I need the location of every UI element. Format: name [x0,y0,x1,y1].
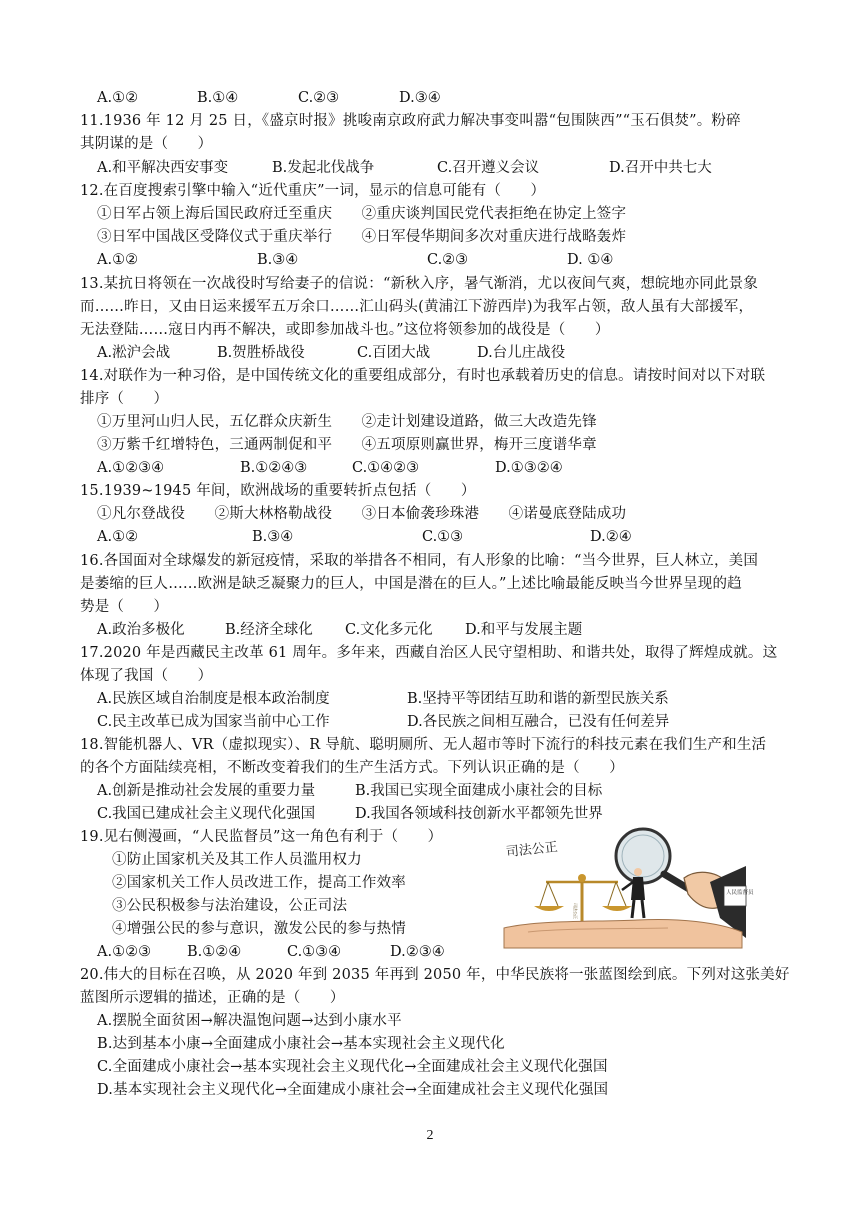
badge [724,886,746,906]
option: C.我国已建成社会主义现代化强国 [97,806,316,822]
option: A.和平解决西安事变 [97,160,229,176]
option: B.③④ [252,529,294,545]
option: D.台儿庄战役 [477,345,566,361]
cartoon-title: 司法公正 [505,839,559,861]
scale-knob [578,874,586,882]
question-16-text: 势是（ ） [80,599,169,615]
option: D.我国各领域科技创新水平都领先世界 [355,806,603,822]
question-18-text: 的各个方面陆续亮相，不断改变着我们的生产生活方式。下列认识正确的是（ ） [80,760,624,776]
question-12-statements: ③日军中国战区受降仪式于重庆举行 ④日军侵华期间多次对重庆进行战略轰炸 [97,229,627,245]
option: B.贺胜桥战役 [217,345,305,361]
cartoon-drawing [498,828,754,948]
question-14-statements: ①万里河山归人民，五亿群众庆新生 ②走计划建设道路，做三大改造先锋 [97,414,597,430]
option: C.②③ [427,252,469,268]
question-19-statement: ②国家机关工作人员改进工作，提高工作效率 [112,875,406,891]
scale-label: 司法公正 [573,903,578,919]
question-16-text: 是萎缩的巨人……欧洲是缺乏凝聚力的巨人，中国是潜在的巨人。”上述比喻最能反映当今世界呈现的趋 [80,576,742,592]
option: C.①④②③ [352,460,420,476]
question-17-text: 体现了我国（ ） [80,668,213,684]
option: C.召开遵义会议 [437,160,540,176]
page-number: 2 [426,1128,434,1143]
question-18-text: 18.智能机器人、VR（虚拟现实）、R 导航、聪明厕所、无人超市等时下流行的科技元素在我们生产和生活 [80,737,767,753]
person-body [631,877,645,900]
option: C.②③ [298,90,340,106]
option: B.①②④③ [240,460,308,476]
option: D.和平与发展主题 [465,622,583,638]
option: B.③④ [257,252,299,268]
palm [504,920,742,949]
option: D.召开中共七大 [609,160,712,176]
option: D.②④ [590,529,632,545]
option: C.百团大战 [357,345,431,361]
question-14-text: 14.对联作为一种习俗，是中国传统文化的重要组成部分，有时也承载着历史的信息。请按时间对以下对联 [80,368,766,384]
option: B.我国已实现全面建成小康社会的目标 [355,783,603,799]
option: A.政治多极化 [97,622,185,638]
option: D.③④ [399,90,441,106]
option: A.摆脱全面贫困→解决温饱问题→达到小康水平 [97,1013,402,1029]
option: C.①③④ [287,944,342,960]
question-15-text: 15.1939~1945 年间，欧洲战场的重要转折点包括（ ） [80,483,476,499]
option: B.①②④ [187,944,242,960]
option: B.达到基本小康→全面建成小康社会→基本实现社会主义现代化 [97,1036,505,1052]
option: D. ①④ [567,252,614,268]
option: C.全面建成小康社会→基本实现社会主义现代化→全面建成社会主义现代化强国 [97,1059,608,1075]
option: A.淞沪会战 [97,345,171,361]
question-19-statement: ③公民积极参与法治建设，公正司法 [112,898,348,914]
badge-label: 人民监督员 [726,890,754,896]
question-13-text: 无法登陆……寇日内再不解决，或即参加战斗也。”这位将领参加的战役是（ ） [80,322,610,338]
question-14-text: 排序（ ） [80,391,169,407]
option: C.①③ [422,529,464,545]
question-19-statement: ①防止国家机关及其工作人员滥用权力 [112,852,362,868]
question-12-statements: ①日军占领上海后国民政府迁至重庆 ②重庆谈判国民党代表拒绝在协定上签字 [97,206,627,222]
option: A.①② [97,90,139,106]
option: A.①②③④ [97,460,165,476]
question-11-text: 11.1936 年 12 月 25 日，《盛京时报》挑唆南京政府武力解决事变叫嚣“包围陕西”“玉石俱焚”。粉碎 [80,113,741,129]
question-16-text: 16.各国面对全球爆发的新冠疫情，采取的举措各不相同，有人形象的比喻：“当今世界，巨人林立，美国 [80,553,759,569]
option: D.①③②④ [495,460,563,476]
question-19-statement: ④增强公民的参与意识，激发公民的参与热情 [112,921,406,937]
question-11-text: 其阴谋的是（ ） [80,136,213,152]
question-15-statements: ①凡尔登战役 ②斯大林格勒战役 ③日本偷袭珍珠港 ④诺曼底登陆成功 [97,506,627,522]
option: A.①②③ [97,944,152,960]
option: B.发起北伐战争 [272,160,375,176]
question-20-text: 蓝图所示逻辑的描述，正确的是（ ） [80,990,345,1006]
option: C.文化多元化 [345,622,433,638]
question-13-text: 13.某抗日将领在一次战役时写给妻子的信说：“新秋入序，暑气渐消，尤以夜间气爽，想皖地亦同此景象 [80,276,759,292]
option: C.民主改革已成为国家当前中心工作 [97,714,330,730]
question-19-text: 19.见右侧漫画，“人民监督员”这一角色有利于（ ） [80,829,443,845]
person-head [634,868,642,876]
question-17-text: 17.2020 年是西藏民主改革 61 周年。多年来，西藏自治区人民守望相助、和谐共处，取得了辉煌成就。这 [80,645,778,661]
option: A.创新是推动社会发展的重要力量 [97,783,316,799]
question-14-statements: ③万紫千红增特色，三通两制促和平 ④五项原则赢世界，梅开三度谱华章 [97,437,597,453]
option: D.各民族之间相互融合，已没有任何差异 [407,714,670,730]
option: B.经济全球化 [225,622,313,638]
option: B.坚持平等团结互助和谐的新型民族关系 [407,691,669,707]
option: D.②③④ [390,944,445,960]
question-20-text: 20.伟大的目标在召唤，从 2020 年到 2035 年再到 2050 年，中华民族将一张蓝图绘到底。下列对这张美好 [80,967,790,983]
option: B.①④ [197,90,239,106]
option: A.①② [97,252,139,268]
option: A.民族区域自治制度是根本政治制度 [97,691,330,707]
cartoon-illustration [498,828,754,948]
option: D.基本实现社会主义现代化→全面建成小康社会→全面建成社会主义现代化强国 [97,1082,609,1098]
question-12-text: 12.在百度搜索引擎中输入“近代重庆”一词，显示的信息可能有（ ） [80,183,546,199]
question-13-text: 而……昨日，又由日运来援军五万余口……汇山码头(黄浦江下游西岸)为我军占领，敌人虽有大部援军， [80,299,754,315]
option: A.①② [97,529,139,545]
